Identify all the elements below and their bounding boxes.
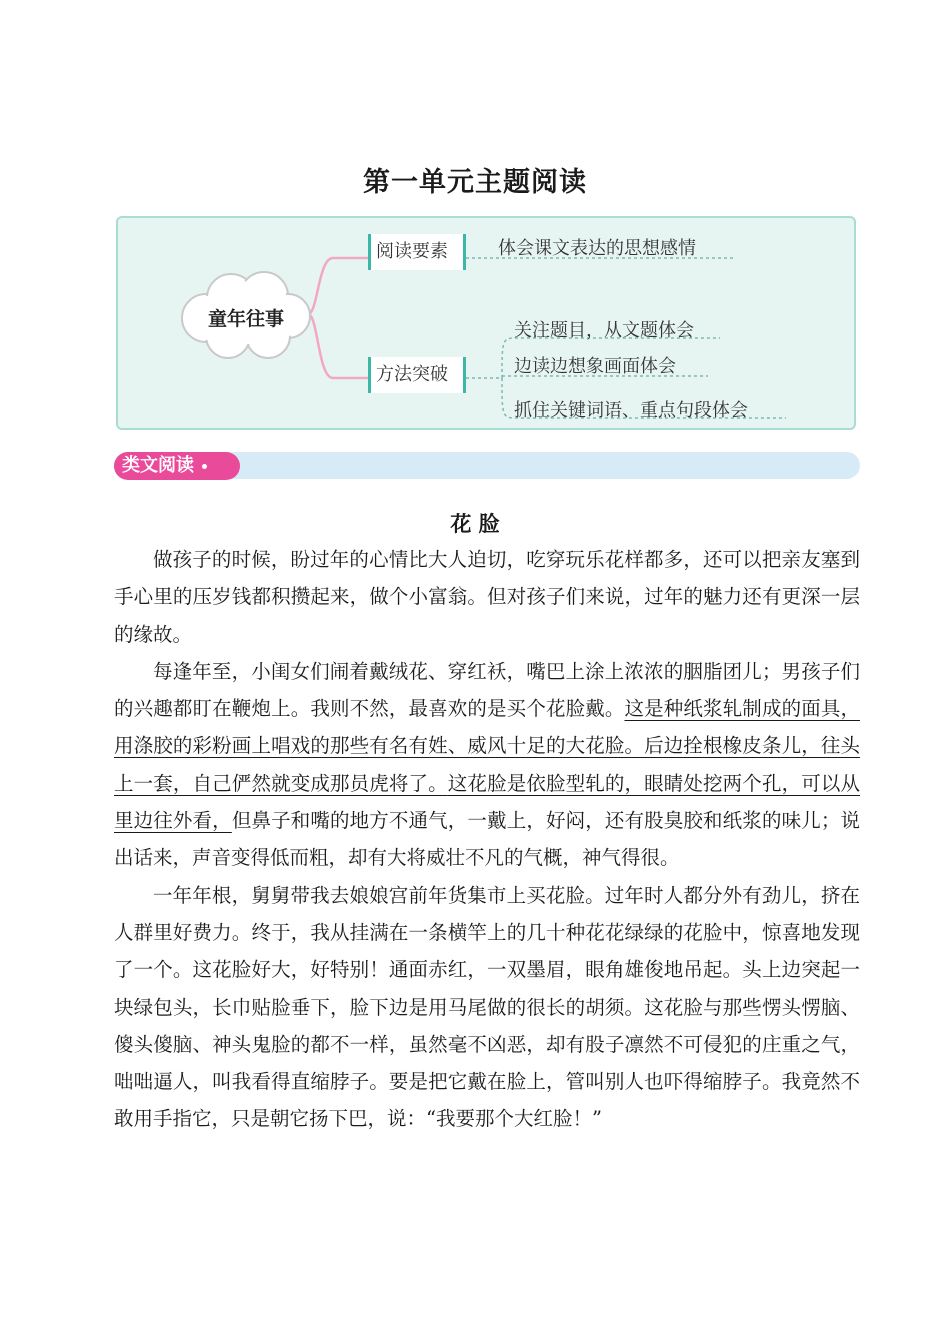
leaf-item: 边读边想象画面体会 [514, 356, 676, 377]
leaf-item: 抓住关键词语、重点句段体会 [514, 400, 748, 421]
branch-reading-element: 阅读要素 [368, 234, 466, 270]
branch-method: 方法突破 [368, 357, 466, 393]
page-title: 第一单元主题阅读 [363, 167, 587, 198]
underlined-text: 这是种纸浆轧制成的面具，用涤胶的彩粉画上唱戏的那些有名有姓、威风十足的大花脸。后边拴根橡皮条儿，往头上一套，自己俨然就变成那员虎将了。 [114, 697, 860, 795]
leaf-item: 关注题目，从文题体会 [514, 320, 694, 341]
paragraph: 一年年根，舅舅带我去娘娘宫前年货集市上买花脸。过年时人都分外有劲儿，挤在人群里好费力。终于，我从挂满在一条横竿上的几十种花花绿绿的花脸中，惊喜地发现了一个。这花脸好大，好特别！通面赤红，一双墨眉，眼角雄俊地吊起。头上边突起一块绿包头，长巾贴脸垂下，脸下边是用马尾做的很长的胡须。这花脸与那些愣头愣脑、傻头傻脑、神头鬼脸的都不一样，虽然毫不凶恶，却有股子凛然不可侵犯的庄重之气，咄咄逼人，叫我看得直缩脖子。要是把它戴在脸上，管叫别人也吓得缩脖子。我竟然不敢用手指它，只是朝它扬下巴，说：“我要那个大红脸！” [114, 883, 860, 1131]
connector-line [308, 314, 368, 378]
paragraph-text: 但鼻子和嘴的地方不通气，一戴上，好闷，还有股臭胶和纸浆的味儿；说出话来，声音变得低而粗，却有大将威壮不凡的气概，神气得很。 [114, 809, 860, 870]
dot-icon [202, 464, 207, 469]
section-label: 类文阅读 [122, 455, 194, 476]
paragraph: 做孩子的时候，盼过年的心情比大人迫切，吃穿玩乐花样都多，还可以把亲友塞到手心里的压岁钱都积攒起来，做个小富翁。但对孩子们来说，过年的魅力还有更深一层的缘故。 [114, 548, 860, 646]
leaf-item: 体会课文表达的思想感情 [498, 238, 696, 259]
paragraph-text: 每逢年至，小闺女们闹着戴绒花、穿红袄，嘴巴上涂上浓浓的胭脂团儿；男孩子们的兴趣都盯在鞭炮上。我则不然，最喜欢的是买个花脸戴。 [114, 659, 860, 721]
underlined-text: 这花脸是依脸型轧的，眼睛处挖两个孔，可以从里边往外看， [114, 771, 860, 833]
mind-map-center: 童年往事 [207, 308, 284, 330]
connector-line [308, 258, 368, 314]
article-body [114, 541, 860, 1138]
article-title: 花 脸 [450, 511, 500, 536]
section-tag [114, 452, 240, 480]
paragraph [114, 653, 860, 877]
mind-map [116, 216, 856, 430]
